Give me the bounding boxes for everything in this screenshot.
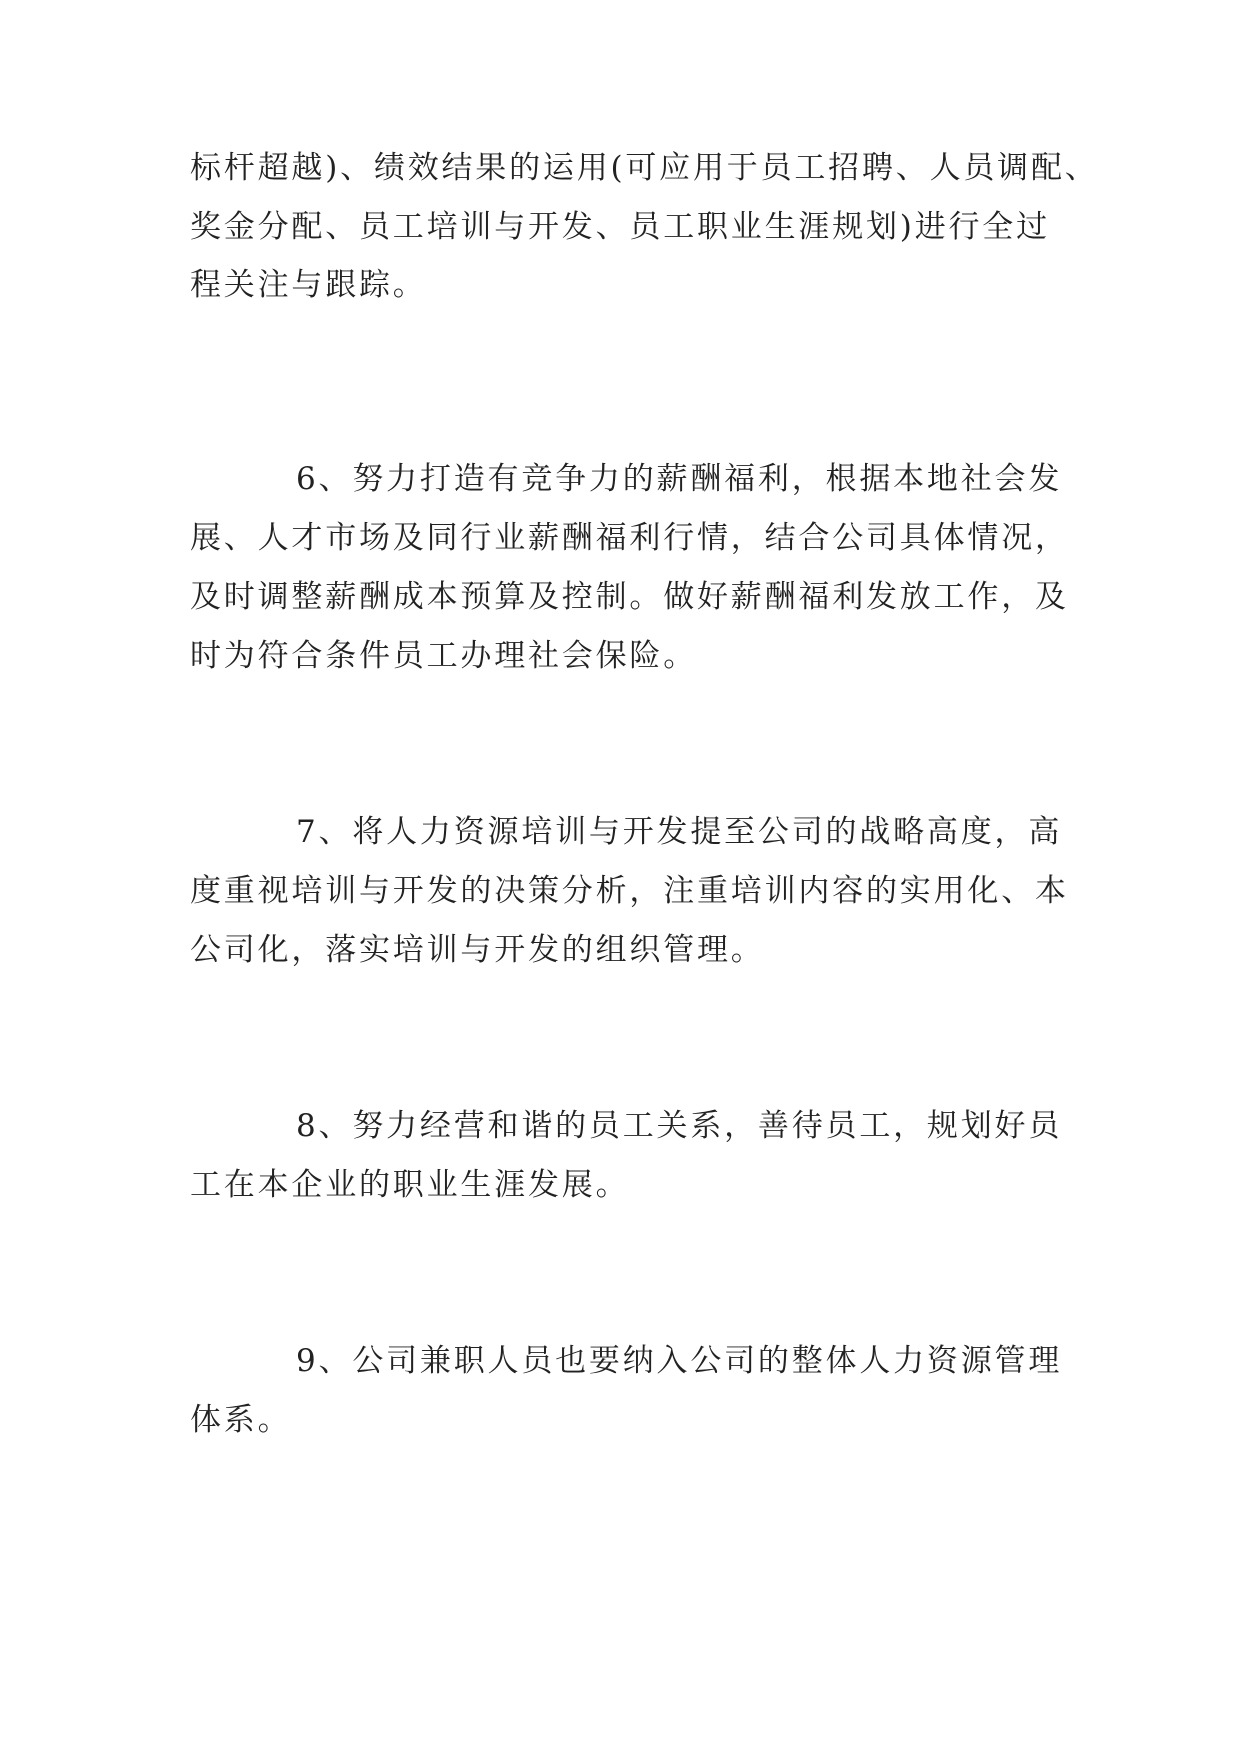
text-line: 程关注与跟踪。 (190, 267, 427, 303)
text-line: 及时调整薪酬成本预算及控制。做好薪酬福利发放工作，及 (190, 579, 1069, 615)
text-line: 公司化，落实培训与开发的组织管理。 (190, 932, 765, 968)
text-line: 工在本企业的职业生涯发展。 (190, 1167, 630, 1203)
text-line: 标杆超越)、绩效结果的运用(可应用于员工招聘、人员调配、 (190, 150, 1099, 186)
text-line: 体系。 (190, 1402, 292, 1438)
text-line: 7、将人力资源培训与开发提至公司的战略高度，高 (296, 814, 1063, 850)
text-line: 度重视培训与开发的决策分析，注重培训内容的实用化、本 (190, 873, 1069, 909)
text-line: 时为符合条件员工办理社会保险。 (190, 638, 697, 674)
text-line: 9、公司兼职人员也要纳入公司的整体人力资源管理 (296, 1343, 1063, 1379)
text-line: 奖金分配、员工培训与开发、员工职业生涯规划)进行全过 (190, 209, 1050, 245)
text-line: 8、努力经营和谐的员工关系，善待员工，规划好员 (296, 1108, 1063, 1144)
text-line: 展、人才市场及同行业薪酬福利行情，结合公司具体情况， (190, 520, 1069, 556)
text-line: 6、努力打造有竞争力的薪酬福利，根据本地社会发 (296, 461, 1063, 497)
